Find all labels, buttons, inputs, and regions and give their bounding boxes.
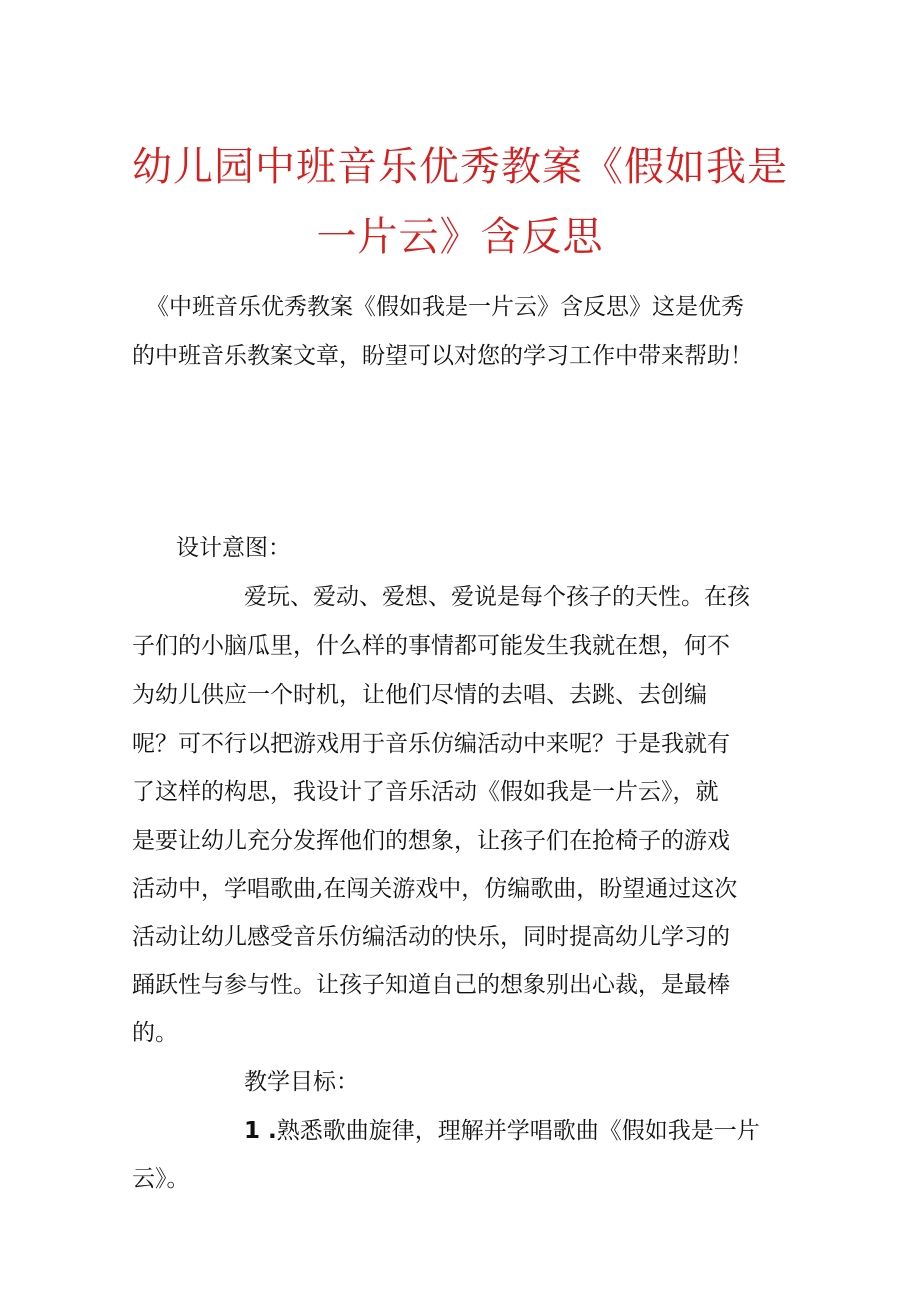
intro-line-2: 的中班音乐教案文章，盼望可以对您的学习工作中带来帮助！ (132, 343, 753, 369)
design-line-1: 爱玩、爱动、爱想、爱说是每个孩子的天性。在孩 (244, 584, 750, 610)
document-title-line-1: 幼儿园中班音乐优秀教案《假如我是 (132, 144, 788, 190)
design-line-9: 踊跃性与参与性。让孩子知道自己的想象别出心裁，是最棒 (132, 972, 730, 998)
design-line-7: 活动中，学唱歌曲,在闯关游戏中，仿编歌曲，盼望通过这次 (132, 876, 738, 902)
goal-1-continuation: 云》。 (132, 1166, 190, 1192)
design-line-10: 的。 (132, 1020, 178, 1046)
goal-1-number: 1 . (244, 1118, 277, 1144)
goal-1-text: 熟悉歌曲旋律，理解并学唱歌曲《假如我是一片 (276, 1118, 760, 1144)
design-line-2: 子们的小脑瓜里，什么样的事情都可能发生我就在想，何不 (132, 633, 730, 659)
design-heading: 设计意图： (176, 535, 291, 561)
document-title-line-2: 一片云》含反思 (316, 214, 604, 260)
design-line-5: 了这样的构思，我设计了音乐活动《假如我是一片云》，就 (132, 779, 719, 805)
design-line-6: 是要让幼儿充分发挥他们的想象，让孩子们在抢椅子的游戏 (132, 828, 730, 854)
goals-heading: 教学目标： (244, 1069, 359, 1095)
intro-line-1: 《中班音乐优秀教案《假如我是一片云》含反思》这是优秀 (146, 294, 744, 320)
goal-1-line (244, 1116, 760, 1146)
design-line-4: 呢？可不行以把游戏用于音乐仿编活动中来呢？于是我就有 (132, 731, 730, 757)
design-line-3: 为幼儿供应一个时机，让他们尽情的去唱、去跳、去创编 (132, 682, 707, 708)
design-line-8: 活动让幼儿感受音乐仿编活动的快乐，同时提高幼儿学习的 (132, 924, 730, 950)
